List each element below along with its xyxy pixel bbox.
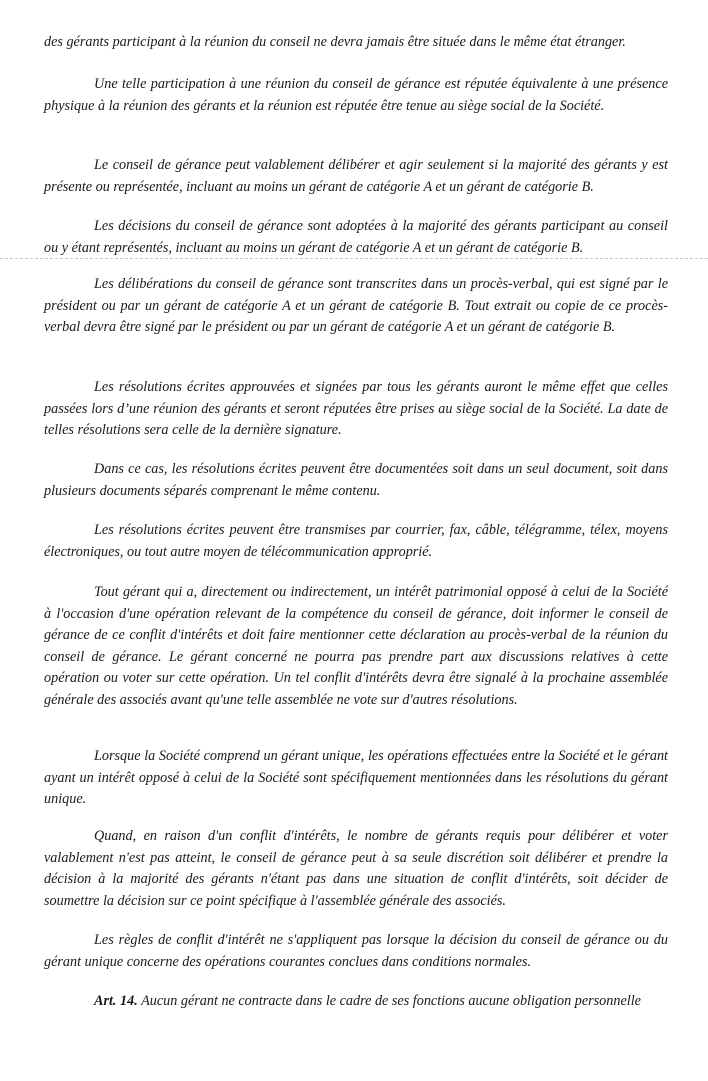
scan-line-divider [0, 258, 708, 259]
paragraph-conflict-exception: Les règles de conflit d'intérêt ne s'appliquent pas lorsque la décision du conseil de gérance ou du gérant unique concerne des opérations courantes conclues dans conditions normales. [44, 932, 668, 970]
paragraph-quorum-not-reached: Quand, en raison d'un conflit d'intérêts, le nombre de gérants requis pour délibérer et voter valablement n'est pas atteint, le conseil de gérance peut à sa seule discrétion soit délibérer et prendre la décision à la majorité des gérants n'étant pas dans une situation de conflit d'intérêts, soit décider de soumettre la décision sur ce point spécifique à l'assemblée générale des associés. [44, 828, 668, 909]
paragraph-written-resolutions: Les résolutions écrites approuvées et signées par tous les gérants auront le même effet que celles passées lors d’une réunion des gérants et seront réputées être prises au siège social de la Société. La date de telles résolutions sera celle de la dernière signature. [44, 379, 668, 438]
paragraph-participation-equivalence: Une telle participation à une réunion du conseil de gérance est réputée équivalente à une présence physique à la réunion des gérants et la réunion est réputée être tenue au siège social de la Société. [44, 76, 668, 114]
paragraph-minutes: Les délibérations du conseil de gérance sont transcrites dans un procès-verbal, qui est signé par le président ou par un gérant de catégorie A et un gérant de catégorie B. Tout extrait ou copie de ce procès-verbal devra être signé par le président ou par un gérant de catégorie A et un gérant de catégorie B. [44, 276, 668, 335]
article-number: Art. 14. [94, 993, 138, 1009]
paragraph-majority-decisions: Les décisions du conseil de gérance sont adoptées à la majorité des gérants participant au conseil ou y étant représentés, incluant au moins un gérant de catégorie A et un gérant de catégorie B. [44, 218, 668, 256]
article-text: Aucun gérant ne contracte dans le cadre de ses fonctions aucune obligation personnelle [141, 993, 641, 1009]
paragraph-transmission-means: Les résolutions écrites peuvent être transmises par courrier, fax, câble, télégramme, télex, moyens électroniques, ou tout autre moyen de télécommunication approprié. [44, 522, 668, 560]
paragraph-conflict-of-interest: Tout gérant qui a, directement ou indirectement, un intérêt patrimonial opposé à celui de la Société à l'occasion d'une opération relevant de la compétence du conseil de gérance, doit informer le conseil de gérance de ce conflit d'intérêts et doit faire mentionner cette déclaration au procès-verbal de la réunion du conseil de gérance. Le gérant concerné ne pourra pas prendre part aux discussions relatives à cette opération ou voter sur cette opération. Un tel conflit d'intérêts devra être signalé à la prochaine assemblée générale des associés avant qu'une telle assemblée ne vote sur d'autres résolutions. [44, 584, 668, 708]
paragraph-article-14 [44, 991, 668, 1013]
paragraph-quorum: Le conseil de gérance peut valablement délibérer et agir seulement si la majorité des gérants y est présente ou représentée, incluant au moins un gérant de catégorie A et un gérant de catégorie B. [44, 157, 668, 195]
paragraph-sole-manager: Lorsque la Société comprend un gérant unique, les opérations effectuées entre la Société et le gérant ayant un intérêt opposé à celui de la Société sont spécifiquement mentionnées dans les résolutions du gérant unique. [44, 748, 668, 807]
paragraph-documented-resolutions: Dans ce cas, les résolutions écrites peuvent être documentées soit dans un seul document, soit dans plusieurs documents séparés comprenant le même contenu. [44, 461, 668, 499]
paragraph-continuation: des gérants participant à la réunion du conseil ne devra jamais être située dans le même état étranger. [44, 34, 626, 50]
